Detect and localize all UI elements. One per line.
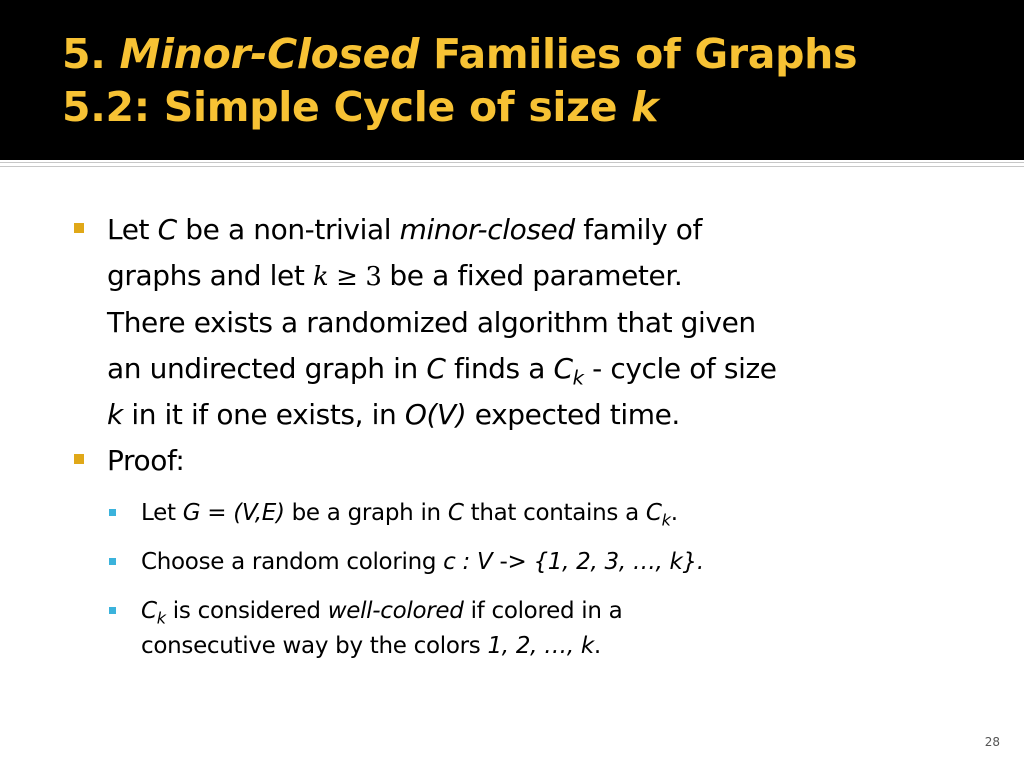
slide-title (62, 28, 857, 134)
sub-bullet-marker (109, 607, 116, 614)
sub-bullet-coloring: Choose a random coloring c : V -> {1, 2, 3, …, k}. (141, 545, 961, 580)
page-number: 28 (984, 735, 1000, 749)
math-k: k (312, 262, 329, 292)
divider-line (0, 162, 1024, 163)
title-line-2: 5.2: Simple Cycle of size k (62, 83, 659, 131)
math-relation: ≥ 3 (328, 262, 390, 292)
bullet-marker (74, 223, 84, 233)
sub-bullet-graph: Let G = (V,E) be a graph in C that contains a $C_k$. (141, 496, 961, 531)
sub-bullet-well-colored: $C_k$ is considered well-colored if colored in a consecutive way by the colors 1, 2, …, k. (141, 594, 961, 664)
bullet-theorem: Let C be a non-trivial minor-closed family of graphs and let k ≥ 3 be a fixed parameter. There exists a randomized algorithm that given an undirected graph in C finds a $C_k$ - cycle of size k in it if one exists, in O(V) expected time. (107, 207, 967, 438)
bullet-proof: Proof: (107, 438, 967, 484)
title-line-1: 5. Minor-Closed Families of Graphs (62, 30, 858, 78)
sub-bullet-marker (109, 509, 116, 516)
title-bar (0, 0, 1024, 160)
sub-bullet-marker (109, 558, 116, 565)
bullet-marker (74, 454, 84, 464)
divider-line (0, 166, 1024, 167)
